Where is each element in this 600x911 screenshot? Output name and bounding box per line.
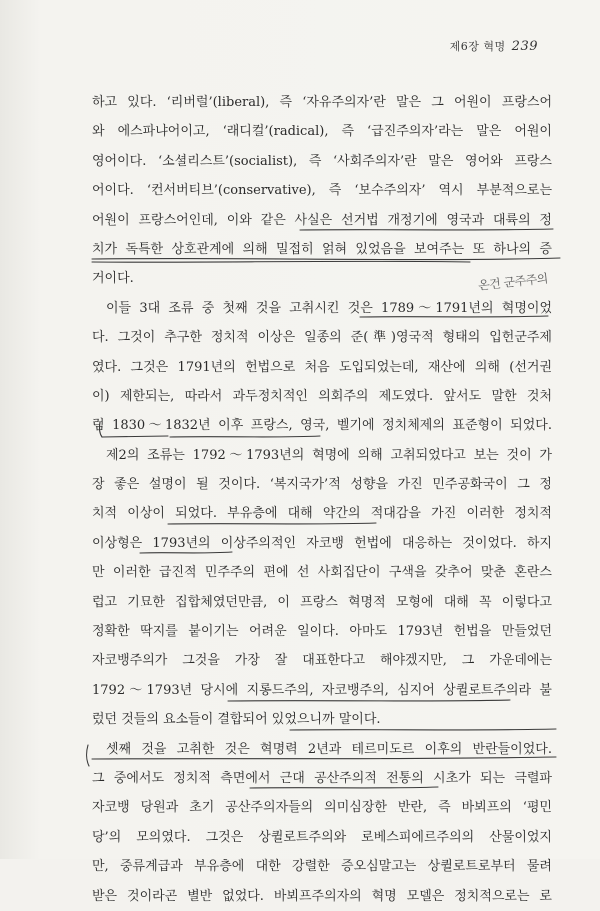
- text-line: 이상형은 1793년의 이상주의적인 자코뱅 헌법에 대응하는 것이었다. 하지: [92, 535, 552, 551]
- text-line: 자코뱅주의가 그것을 가장 잘 대표한다고 해야겠지만, 그 가운데에는: [92, 653, 552, 669]
- text-line: 이들 3대 조류 중 첫째 것을 고취시킨 것은 1789～1791년의 혁명이었: [106, 300, 552, 316]
- text-line: 당’의 모의였다. 그것은 상퀼로트주의와 로베스피에르주의의 산물이었지: [92, 829, 552, 845]
- text-line: 자코뱅 당원과 초기 공산주의자들의 의미심장한 반란, 즉 바뵈프의 ‘평민: [92, 800, 552, 816]
- text-line: 럼 1830～1832년 이후 프랑스, 영국, 벨기에 정치체제의 표준형이 되었다.: [92, 418, 552, 434]
- text-line: 다. 그것이 추구한 정치적 이상은 일종의 준(準)영국적 형태의 입헌군주제: [92, 330, 552, 346]
- text-line: 만 이러한 급진적 민주주의 편에 선 사회집단이 구색을 갖추어 맞춘 혼란스: [92, 565, 552, 581]
- text-line: 어이다. ‘컨서버티브’(conservative), 즉 ‘보수주의자’ 역시 부분적으로는: [92, 183, 552, 199]
- text-line: 하고 있다. ‘리버럴’(liberal), 즉 ‘자유주의자’란 말은 그 어원이 프랑스어: [92, 95, 552, 110]
- text-line: 그 중에서도 정치적 측면에서 근대 공산주의적 전통의 시초가 되는 극렬파: [92, 770, 552, 786]
- text-line: 정확한 딱지를 붙이기는 어려운 일이다. 아마도 1793년 헌법을 만들었던: [92, 624, 552, 640]
- text-line: 럽고 기묘한 집합체였던만큼, 이 프랑스 혁명적 모형에 대해 꼭 이렇다고: [92, 594, 552, 610]
- handwritten-annotation: 온건 군주주의: [477, 271, 549, 293]
- text-line: 어원이 프랑스어인데, 이와 같은 사실은 선거법 개정기에 영국과 대륙의 정: [92, 212, 552, 228]
- text-line: 영어이다. ‘소셜리스트’(socialist), 즉 ‘사회주의자’란 말은 영어와 프랑스: [92, 153, 552, 169]
- text-line: 받은 것이라곤 별반 없었다. 바뵈프주의자의 혁명 모델은 정치적으로는 로: [92, 888, 552, 904]
- text-line: 치적 이상이 되었다. 부유층에 대해 약간의 적대감을 가진 이러한 정치적: [92, 506, 552, 522]
- text-line: 제2의 조류는 1792～1793년의 혁명에 의해 고취되었다고 보는 것이 가: [106, 447, 552, 463]
- bracket-mark: [87, 745, 89, 766]
- text-line: 장 좋은 설명이 될 것이다. ‘복지국가’적 성향을 가진 민주공화국이 그 정: [92, 477, 552, 493]
- text-line: 만, 중류계급과 부유층에 대한 강렬한 증오심말고는 상퀼로트로부터 물려: [92, 859, 552, 875]
- text-line: 였다. 그것은 1791년의 헌법으로 처음 도입되었는데, 재산에 의해 (선거권: [92, 359, 552, 375]
- text-line: 셋째 것을 고취한 것은 혁명력 2년과 테르미도르 이후의 반란들이었다.: [106, 741, 552, 757]
- text-line: 와 에스파냐어이고, ‘래디컬’(radical), 즉 ‘급진주의자’라는 말은 어원이: [92, 124, 552, 140]
- page-number: 239: [511, 39, 538, 54]
- running-header: [450, 38, 538, 54]
- text-line: 렀던 것들의 요소들이 결합되어 있었으니까 말이다.: [92, 712, 381, 728]
- body-text: [92, 88, 552, 911]
- chapter-title: 제6장 혁명: [449, 40, 506, 53]
- text-line: 거이다.: [92, 271, 134, 287]
- text-line: 치가 독특한 상호관계에 의해 밀접히 얽혀 있었음을 보여주는 또 하나의 증: [92, 241, 552, 257]
- text-line: 이) 제한되는, 따라서 과두정치적인 의회주의 제도였다. 앞서도 말한 것처: [92, 388, 552, 404]
- text-line: 1792～1793년 당시에 지롱드주의, 자코뱅주의, 심지어 상퀼로트주의라 불: [92, 682, 552, 698]
